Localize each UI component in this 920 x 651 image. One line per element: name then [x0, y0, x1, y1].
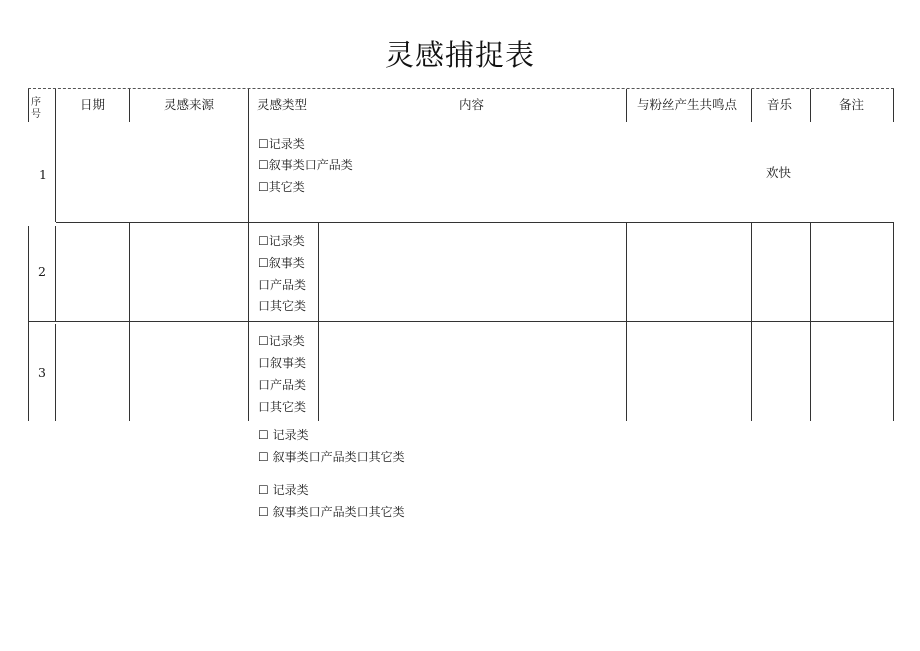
table-header-line: [56, 222, 894, 223]
col-line: [129, 89, 130, 122]
row-3-option-4[interactable]: 口其它类: [258, 400, 307, 414]
col-line: [55, 324, 56, 421]
header-content: 内容: [459, 97, 485, 112]
extra-2-line-1[interactable]: ☐ 记录类: [258, 483, 309, 497]
row-2-seq: 2: [38, 264, 46, 279]
col-line: [751, 222, 752, 421]
col-line: [248, 122, 249, 222]
col-line: [626, 89, 627, 122]
col-line: [626, 222, 627, 421]
extra-2-line-2[interactable]: ☐ 叙事类口产品类口其它类: [258, 505, 405, 519]
row-2-option-2[interactable]: ☐叙事类: [258, 256, 305, 270]
row-1-option-3[interactable]: ☐其它类: [258, 180, 305, 194]
extra-1-line-2[interactable]: ☐ 叙事类口产品类口其它类: [258, 450, 405, 464]
row-3-option-2[interactable]: 口叙事类: [258, 356, 307, 370]
table-top-border: [28, 88, 894, 89]
header-seq-top: 序: [31, 97, 41, 108]
col-line: [751, 89, 752, 122]
row-3-seq: 3: [38, 365, 46, 380]
col-line: [893, 89, 894, 122]
col-line: [248, 89, 249, 122]
col-line: [248, 222, 249, 421]
row-1-option-2[interactable]: ☐叙事类口产品类: [258, 158, 353, 172]
page-title: 灵感捕捉表: [384, 38, 535, 72]
col-line: [55, 226, 56, 321]
col-line: [810, 222, 811, 421]
row-1-option-1[interactable]: ☐记录类: [258, 137, 305, 151]
table-row-line: [28, 321, 894, 322]
row-2-option-4[interactable]: 口其它类: [258, 299, 307, 313]
header-seq-bottom: 号: [31, 109, 41, 120]
header-type: 灵感类型: [257, 97, 308, 112]
row-1-music: 欢快: [766, 165, 792, 180]
header-fans: 与粉丝产生共鸣点: [637, 97, 738, 112]
row-3-option-3[interactable]: 口产品类: [258, 378, 307, 392]
col-line: [893, 222, 894, 421]
col-line: [28, 89, 29, 122]
header-notes: 备注: [839, 97, 865, 112]
header-source: 灵感来源: [164, 97, 215, 112]
col-line: [55, 89, 56, 222]
row-3-option-1[interactable]: ☐记录类: [258, 334, 305, 348]
header-date: 日期: [80, 97, 106, 112]
row-2-option-1[interactable]: ☐记录类: [258, 234, 305, 248]
row-1-seq: 1: [39, 167, 47, 182]
col-line: [129, 222, 130, 421]
col-line: [810, 89, 811, 122]
extra-1-line-1[interactable]: ☐ 记录类: [258, 428, 309, 442]
row-2-option-3[interactable]: 口产品类: [258, 278, 307, 292]
col-line: [318, 222, 319, 421]
header-music: 音乐: [767, 97, 793, 112]
col-line: [28, 226, 29, 421]
